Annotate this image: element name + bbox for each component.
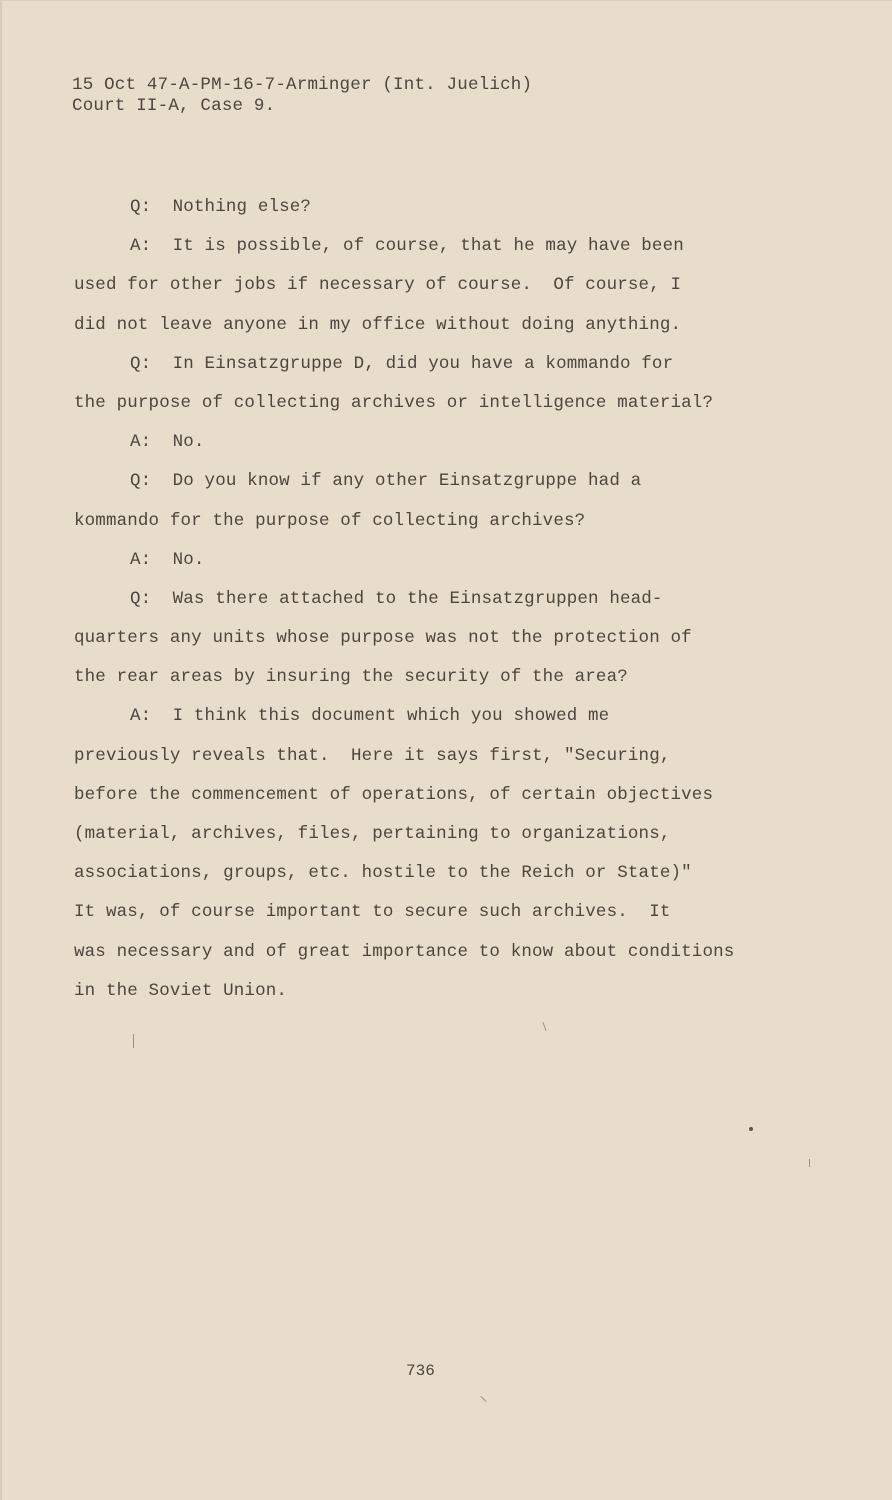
- transcript-line: It was, of course important to secure such archives. It: [74, 902, 671, 923]
- transcript-line: A: It is possible, of course, that he may have been: [130, 236, 684, 257]
- transcript-line: in the Soviet Union.: [74, 980, 288, 1001]
- page-number: 736: [406, 1362, 435, 1380]
- scan-mark: [542, 1022, 546, 1031]
- scan-mark: [480, 1396, 486, 1402]
- transcript-line: the rear areas by insuring the security of the area?: [74, 667, 628, 688]
- transcript-line: was necessary and of great importance to know about conditions: [74, 941, 735, 962]
- scan-mark: [133, 1034, 134, 1048]
- transcript-line: quarters any units whose purpose was not the protection of: [74, 628, 692, 649]
- transcript-line: Q: Do you know if any other Einsatzgruppe had a: [130, 471, 642, 492]
- transcript-line: A: No.: [130, 432, 205, 453]
- transcript-line: before the commencement of operations, of certain objectives: [74, 784, 714, 805]
- transcript-line: previously reveals that. Here it says first, "Securing,: [74, 745, 671, 766]
- transcript-line: did not leave anyone in my office without doing anything.: [74, 314, 682, 335]
- document-header: [72, 75, 532, 117]
- transcript-line: (material, archives, files, pertaining to organizations,: [74, 824, 671, 844]
- scan-mark: [809, 1159, 810, 1167]
- transcript-line: used for other jobs if necessary of course. Of course, I: [74, 275, 682, 296]
- transcript-line: the purpose of collecting archives or intelligence material?: [74, 392, 714, 413]
- transcript-line: Q: Nothing else?: [130, 197, 312, 217]
- ink-speck: [749, 1127, 753, 1131]
- header-court-line: Court II-A, Case 9.: [72, 96, 276, 116]
- header-reference-line: 15 Oct 47-A-PM-16-7-Arminger (Int. Juelich): [72, 75, 533, 95]
- transcript-line: kommando for the purpose of collecting archives?: [74, 510, 586, 531]
- transcript-line: A: No.: [130, 549, 205, 570]
- transcript-line: A: I think this document which you showed me: [130, 706, 610, 727]
- transcript-line: Q: Was there attached to the Einsatzgruppen head-: [130, 588, 663, 609]
- transcript-line: Q: In Einsatzgruppe D, did you have a kommando for: [130, 353, 674, 374]
- transcript-body: [74, 188, 794, 1011]
- transcript-line: associations, groups, etc. hostile to the Reich or State)": [74, 863, 692, 884]
